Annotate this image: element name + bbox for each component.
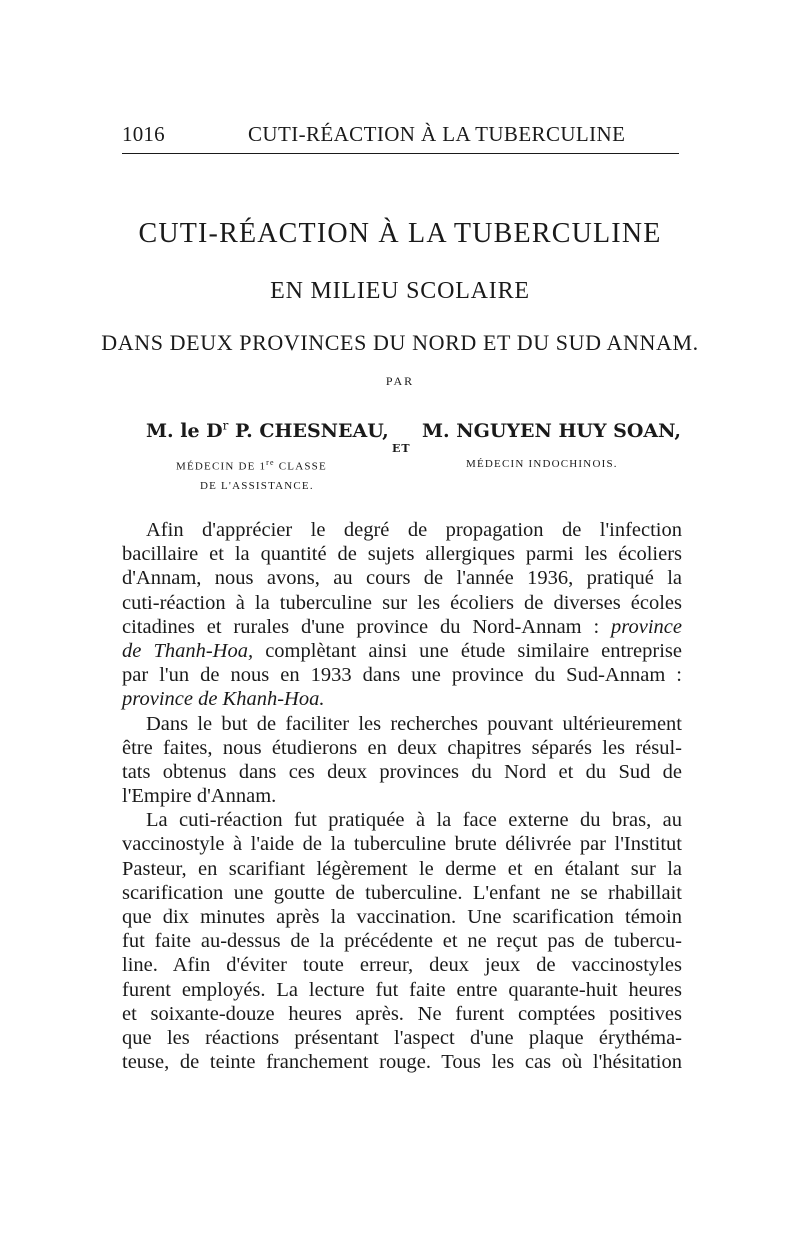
body-line-text: que dix minutes après la vaccination. Une scarification témoin — [122, 906, 682, 928]
body-line — [122, 542, 682, 566]
body-line-italic: province de Khanh-Hoa. — [122, 688, 325, 711]
body-line-italic: province — [611, 615, 682, 638]
body-line-text: que les réactions présentant l'aspect d'une plaque érythéma- — [122, 1026, 682, 1049]
body-line-text: par l'un de nous en 1933 dans une province du Sud-Annam : — [122, 664, 682, 687]
author-1-affiliation-line2: DE L'ASSISTANCE. — [200, 480, 314, 492]
body-line-text: citadines et rurales d'une province du Nord-Annam : — [122, 615, 612, 638]
article-subtitle-2: DANS DEUX PROVINCES DU NORD ET DU SUD ANNAM. — [101, 330, 699, 355]
running-head — [122, 116, 680, 150]
body-line-text: La cuti-réaction fut pratiquée à la face externe du bras, au — [146, 809, 682, 832]
body-line-text: l'Empire d'Annam. — [122, 785, 277, 808]
body-line — [122, 953, 682, 977]
body-line — [122, 832, 682, 856]
header-rule — [122, 153, 679, 154]
author-1-prefix: M. le D — [146, 420, 223, 442]
body-line-text: furent employés. La lecture fut faite entre quarante-huit heures — [122, 978, 682, 1001]
body-line — [122, 808, 682, 832]
body-line — [122, 1026, 682, 1050]
body-line — [122, 929, 682, 953]
body-text — [122, 518, 682, 1074]
body-line — [122, 591, 682, 615]
byline-par: PAR — [385, 374, 415, 388]
author-1-sup: r — [222, 418, 229, 433]
body-line-text: cuti-réaction à la tuberculine sur les écoliers de diverses écoles — [122, 591, 682, 614]
body-line-text: être faites, nous étudierons en deux chapitres séparés les résul- — [122, 736, 682, 759]
body-line-text: vaccinostyle à l'aide de la tuberculine brute délivrée par l'Institut — [122, 833, 682, 856]
author-1-affiliation — [176, 458, 327, 473]
body-line — [122, 1050, 682, 1074]
body-line-italic: de Thanh-Hoa, — [122, 639, 254, 662]
body-line — [122, 687, 682, 711]
body-line-text: Afin d'apprécier le degré de propagation de l'infection — [146, 519, 682, 541]
body-line-text: d'Annam, nous avons, au cours de l'année 1936, pratiqué la — [122, 567, 682, 590]
body-line — [122, 1002, 682, 1026]
body-line-text: fut faite au-dessus de la précédente et ne reçut pas de tubercu- — [122, 930, 682, 953]
body-line — [122, 712, 682, 736]
body-line-text: Pasteur, en scarifiant légèrement le derme et en étalant sur la — [122, 857, 682, 880]
author-1-affiliation-b: CLASSE — [274, 460, 327, 473]
body-line-text: complètant ainsi une étude similaire entreprise — [253, 639, 682, 662]
body-line — [122, 978, 682, 1002]
body-line — [122, 905, 682, 929]
body-line — [122, 639, 682, 663]
author-1-name: P. CHESNEAU, — [228, 420, 389, 442]
author-2: M. NGUYEN HUY SOAN, — [422, 420, 681, 442]
body-line-text: et soixante-douze heures après. Ne furent comptées positives — [122, 1002, 682, 1025]
article-title: CUTI-RÉACTION À LA TUBERCULINE — [138, 218, 662, 249]
body-line — [122, 881, 682, 905]
author-1-affiliation-a: MÉDECIN DE 1 — [176, 460, 267, 473]
body-line-text: line. Afin d'éviter toute erreur, deux jeux de vaccinostyles — [122, 954, 682, 977]
body-line-text: teuse, de teinte franchement rouge. Tous les cas où l'hésitation — [122, 1051, 682, 1074]
body-line — [122, 736, 682, 760]
author-1-affiliation-sup: re — [266, 458, 275, 467]
author-2-affiliation: MÉDECIN INDOCHINOIS. — [466, 458, 618, 470]
body-line-text: tats obtenus dans ces deux provinces du Nord et du Sud de — [122, 760, 682, 783]
body-line-text: Dans le but de faciliter les recherches pouvant ultérieurement — [146, 712, 682, 735]
body-line-text: bacillaire et la quantité de sujets allergiques parmi les écoliers — [122, 543, 682, 566]
body-line — [122, 784, 682, 808]
author-1 — [146, 420, 389, 442]
body-line — [122, 857, 682, 881]
running-title: CUTI-RÉACTION À LA TUBERCULINE — [248, 122, 626, 146]
page-number: 1016 — [122, 122, 165, 146]
body-line — [122, 760, 682, 784]
article-subtitle: EN MILIEU SCOLAIRE — [270, 278, 530, 304]
body-line — [122, 615, 682, 639]
body-line — [122, 663, 682, 687]
body-line — [122, 566, 682, 590]
body-line — [122, 518, 682, 542]
author-conjunction: ET — [392, 442, 411, 455]
body-line-text: scarification une goutte de tuberculine. L'enfant ne se rhabillait — [122, 881, 682, 904]
